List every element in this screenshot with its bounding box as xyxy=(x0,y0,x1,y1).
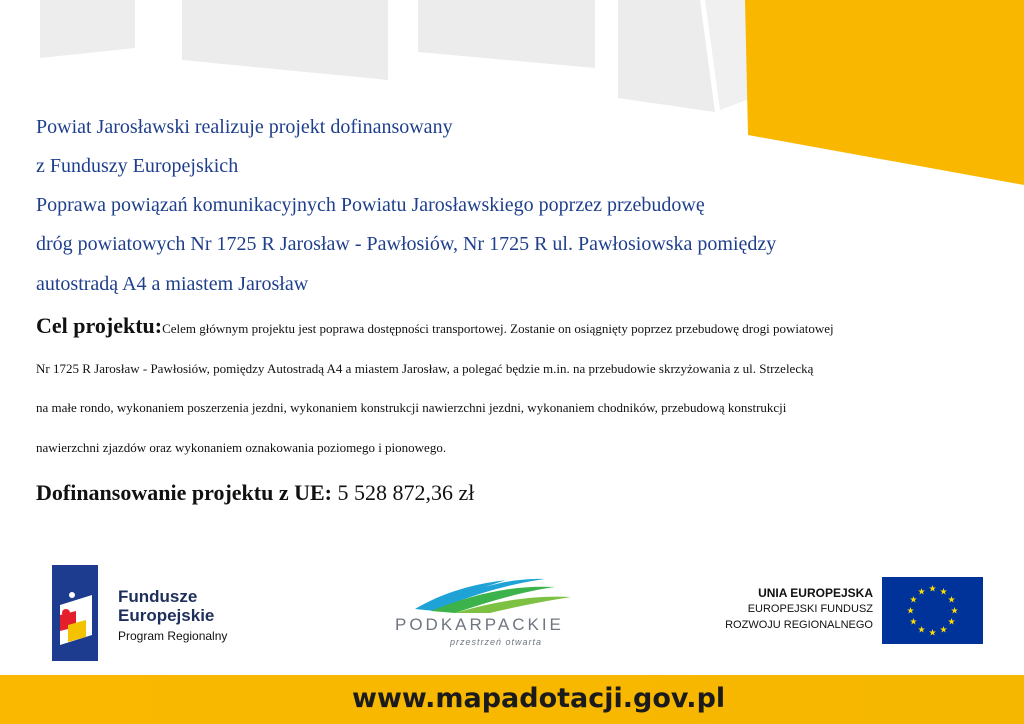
eu-fund-line-2: ROZWOJU REGIONALNEGO xyxy=(725,619,873,631)
fe-title-line-1: Fundusze xyxy=(118,587,198,606)
headline-line-2: z Funduszy Europejskich xyxy=(36,155,239,177)
funding-label: Dofinansowanie projektu z UE: xyxy=(36,480,333,505)
eu-star-icon: ★ xyxy=(928,583,937,594)
eu-title: UNIA EUROPEJSKA xyxy=(758,586,873,600)
eu-star-icon: ★ xyxy=(909,594,918,605)
objective-label: Cel projektu: xyxy=(36,313,163,338)
eu-star-icon: ★ xyxy=(928,627,937,638)
headline-line-5: autostradą A4 a miastem Jarosław xyxy=(36,273,309,295)
eu-star-icon: ★ xyxy=(909,616,918,627)
eu-fund-line-1: EUROPEJSKI FUNDUSZ xyxy=(747,603,873,615)
funding-value: 5 528 872,36 zł xyxy=(337,480,475,505)
fe-title-line-2: Europejskie xyxy=(118,606,215,625)
eu-star-icon: ★ xyxy=(947,594,956,605)
eu-flag-icon xyxy=(882,577,983,644)
objective-line-3: na małe rondo, wykonaniem poszerzenia jezdni, wykonaniem konstrukcji nawierzchni jezdni, wykonaniem chodników, przebudową konstrukcji xyxy=(36,400,787,415)
footer-bar xyxy=(0,675,1024,724)
eu-star-icon: ★ xyxy=(939,586,948,597)
headline-line-4: dróg powiatowych Nr 1725 R Jarosław - Pawłosiów, Nr 1725 R ul. Pawłosiowska pomiędzy xyxy=(36,233,777,255)
objective-line-1: Celem głównym projektu jest poprawa dostępności transportowej. Zostanie on osiągnięty poprzez przebudowę drogi powiatowej xyxy=(162,321,834,336)
podkarpackie-name: PODKARPACKIE xyxy=(395,615,564,634)
footer-url[interactable]: www.mapadotacji.gov.pl xyxy=(352,683,726,714)
objective-line-4: nawierzchni zjazdów oraz wykonaniem oznakowania poziomego i pionowego. xyxy=(36,440,447,455)
eu-star-icon: ★ xyxy=(950,605,959,616)
objective-line-2: Nr 1725 R Jarosław - Pawłosiów, pomiędzy Autostradą A4 a miastem Jarosław, a polegać będzie m.in. na przebudowie skrzyżowania z ul. Strzelecką xyxy=(36,361,814,376)
fundusze-europejskie-logo xyxy=(52,565,252,665)
podkarpackie-tagline: przestrzeń otwarta xyxy=(450,637,543,647)
eu-star-icon: ★ xyxy=(917,586,926,597)
eu-star-icon: ★ xyxy=(947,616,956,627)
headline-line-3: Poprawa powiązań komunikacyjnych Powiatu Jarosławskiego poprzez przebudowę xyxy=(36,194,705,216)
logo-strip xyxy=(0,565,1024,675)
podkarpackie-swoosh-icon xyxy=(395,575,585,615)
headline-line-1: Powiat Jarosławski realizuje projekt dofinansowany xyxy=(36,116,453,138)
funding-amount xyxy=(36,480,474,506)
podkarpackie-logo xyxy=(395,575,585,660)
fe-emblem-icon xyxy=(52,565,98,661)
eu-text xyxy=(700,585,873,633)
eu-star-icon: ★ xyxy=(917,624,926,635)
eu-star-icon: ★ xyxy=(939,624,948,635)
fe-subtitle: Program Regionalny xyxy=(118,629,228,643)
fe-text xyxy=(118,587,227,643)
eu-star-icon: ★ xyxy=(906,605,915,616)
